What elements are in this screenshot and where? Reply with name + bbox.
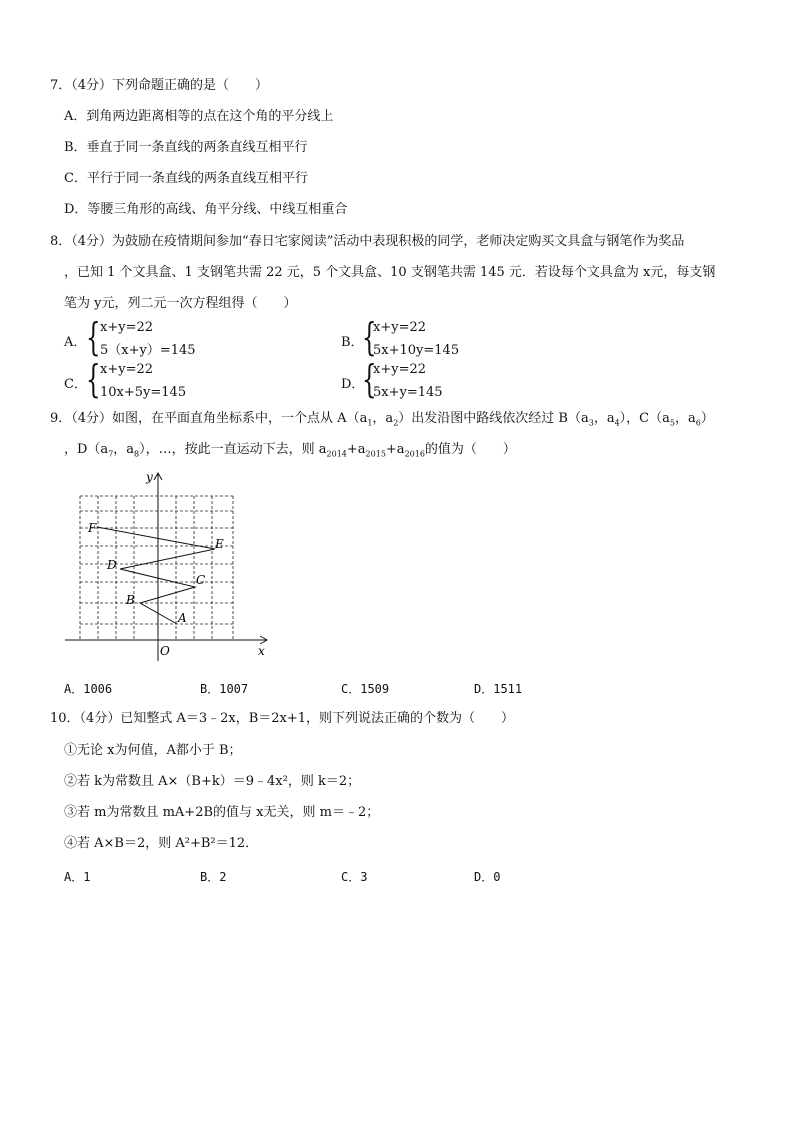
q7-option-d: D．等腰三角形的高线、角平分线、中线互相重合 — [64, 202, 348, 217]
point-label-a: A — [178, 611, 187, 625]
q9-option-a: A．1006 — [64, 682, 113, 696]
q10-option-b: B．2 — [200, 870, 227, 884]
q8-option-c-brace: { — [86, 357, 101, 401]
q9-option-d: D．1511 — [474, 682, 523, 696]
q10-statement-3: ③若 m为常数且 mA+2B的值与 x无关，则 m＝﹣2； — [64, 805, 380, 820]
q8-option-a-brace: { — [86, 315, 101, 359]
point-label-c: C — [196, 573, 206, 587]
q9-stem-line1: 9．（4分）如图，在平面直角坐标系中，一个点从 $A(a_1$，$a_2$）出发沿图中路线依次经过 $B(a_3$，$a_4$），$C(a_5$，$a_6$） — [50, 411, 714, 428]
q9-stem-line2: ，$D(a_7$，$a_8$），…，按此一直运动下去，则 $a_{2014}+a_{2015}+a_{2016}$的值为（ ） — [64, 442, 516, 459]
point-label-e: E — [215, 537, 224, 551]
origin-label: O — [160, 644, 170, 658]
q8-option-d-eq1: x+y=22 — [373, 362, 427, 377]
q8-option-b-label: B． — [341, 335, 364, 350]
q8-option-b-eq2: 5x+10y=145 — [373, 343, 460, 358]
q8-option-d-label: D． — [341, 377, 365, 392]
q8-option-a-eq1: x+y=22 — [100, 320, 154, 335]
q10-statement-4: ④若 A×B＝2，则 A²+B²＝12． — [64, 836, 259, 851]
q8-option-b-brace: { — [362, 315, 377, 359]
q8-option-d-eq2: 5x+y=145 — [373, 385, 443, 400]
q8-option-a-eq2: 5（x+y）=145 — [100, 343, 196, 358]
q8-option-d-brace: { — [362, 357, 377, 401]
q8-option-c-label: C． — [64, 377, 87, 392]
q10-option-d: D．0 — [474, 870, 501, 884]
q10-statement-2: ②若 k为常数且 A×（B+k）＝9﹣4x²，则 k＝2； — [64, 774, 361, 789]
point-label-b: B — [126, 593, 135, 607]
q7-stem: 7．（4分）下列命题正确的是（ ） — [50, 78, 269, 93]
q8-stem-line2: ，已知 1 个文具盒、1 支钢笔共需 22 元，5 个文具盒、10 支钢笔共需 145 元．若设每个文具盒为 x元，每支钢 — [64, 265, 716, 280]
q7-option-b: B．垂直于同一条直线的两条直线互相平行 — [64, 140, 308, 155]
q9-option-c: C．1509 — [341, 682, 390, 696]
q8-option-a-label: A． — [64, 335, 87, 350]
axis-label-x: x — [258, 644, 265, 658]
q10-stem: 10．（4分）已知整式 A＝3﹣2x，B＝2x+1，则下列说法正确的个数为（ ） — [50, 711, 515, 726]
point-label-d: D — [107, 558, 117, 572]
q9-coordinate-figure — [60, 466, 280, 662]
q10-option-a: A．1 — [64, 870, 91, 884]
axis-label-y: y — [146, 470, 153, 484]
q8-option-c-eq1: x+y=22 — [100, 362, 154, 377]
q8-option-b-eq1: x+y=22 — [373, 320, 427, 335]
q7-option-c: C．平行于同一条直线的两条直线互相平行 — [64, 171, 308, 186]
q7-option-a: A．到角两边距离相等的点在这个角的平分线上 — [64, 109, 334, 124]
q8-stem-line1: 8．（4分）为鼓励在疫情期间参加“春日宅家阅读”活动中表现积极的同学，老师决定购买文具盒与钢笔作为奖品 — [50, 234, 685, 249]
axes — [65, 473, 267, 661]
q9-option-b: B．1007 — [200, 682, 249, 696]
q8-stem-line3: 笔为 y元，列二元一次方程组得（ ） — [64, 296, 297, 311]
point-label-f: F — [88, 521, 97, 535]
q10-statement-1: ①无论 x为何值，A都小于 B； — [64, 743, 242, 758]
grid — [80, 496, 233, 640]
q8-option-c-eq2: 10x+5y=145 — [100, 385, 187, 400]
q10-option-c: C．3 — [341, 870, 368, 884]
